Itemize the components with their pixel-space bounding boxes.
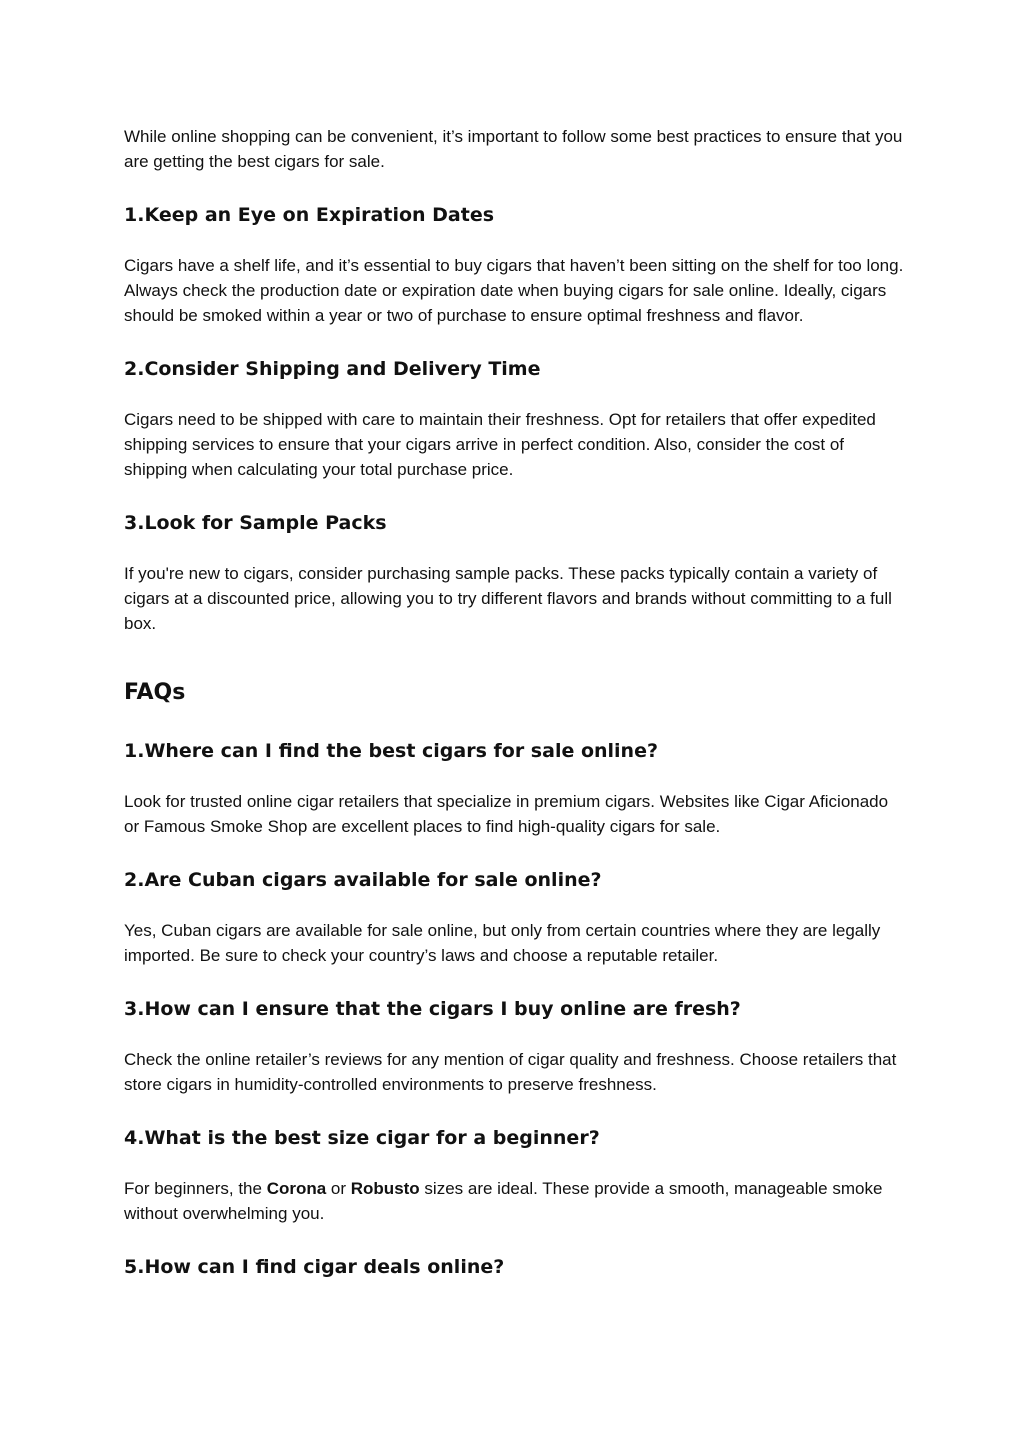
- section-body-shipping-delivery: Cigars need to be shipped with care to maintain their freshness. Opt for retailers that offer expedited shipping services to ensure that your cigars arrive in perfect condition. Also, consider the cost of shipping when calculating your total purchase price.: [124, 410, 876, 479]
- section-heading-shipping-delivery: 2.Consider Shipping and Delivery Time: [124, 358, 541, 380]
- faq-answer-2: Yes, Cuban cigars are available for sale online, but only from certain countries where they are legally imported. Be sure to check your country’s laws and choose a reputable retailer.: [124, 921, 881, 965]
- section-body-expiration-dates: Cigars have a shelf life, and it’s essential to buy cigars that haven’t been sitting on the shelf for too long. Always check the production date or expiration date when buying cigars for sale online. Ideally, cigars should be smoked within a year or two of purchase to ensure optimal freshness and flavor.: [124, 256, 904, 325]
- faq-answer-4: [124, 1176, 904, 1226]
- faq-question-5: 5.How can I find cigar deals online?: [124, 1256, 505, 1278]
- faq-answer-1: Look for trusted online cigar retailers that specialize in premium cigars. Websites like Cigar Aficionado or Famous Smoke Shop are excellent places to find high-quality cigars for sale.: [124, 792, 889, 836]
- document-page: [124, 124, 904, 1305]
- faq-answer-4-corona: Corona: [266, 1179, 327, 1198]
- section-heading-expiration-dates: 1.Keep an Eye on Expiration Dates: [124, 204, 495, 226]
- section-body-sample-packs: If you're new to cigars, consider purchasing sample packs. These packs typically contain a variety of cigars at a discounted price, allowing you to try different flavors and brands without committing to a full box.: [124, 564, 892, 633]
- faq-answer-4-text-e: sizes are ideal. These provide a smooth, manageable smoke without overwhelming you.: [124, 1179, 883, 1223]
- faq-question-4: 4.What is the best size cigar for a beginner?: [124, 1127, 600, 1149]
- faq-question-3: 3.How can I ensure that the cigars I buy online are fresh?: [124, 998, 741, 1020]
- faq-answer-3: Check the online retailer’s reviews for any mention of cigar quality and freshness. Choose retailers that store cigars in humidity-controlled environments to preserve freshness.: [124, 1050, 897, 1094]
- faq-answer-4-text-a: For beginners, the: [124, 1179, 267, 1198]
- faq-question-2: 2.Are Cuban cigars available for sale online?: [124, 869, 602, 891]
- faqs-title: FAQs: [124, 680, 186, 705]
- faq-answer-4-robusto: Robusto: [350, 1179, 420, 1198]
- intro-paragraph: While online shopping can be convenient, it’s important to follow some best practices to ensure that you are getting the best cigars for sale.: [124, 127, 903, 171]
- faq-answer-4-text-c: or: [326, 1179, 351, 1198]
- section-heading-sample-packs: 3.Look for Sample Packs: [124, 512, 387, 534]
- faq-question-1: 1.Where can I find the best cigars for sale online?: [124, 740, 658, 762]
